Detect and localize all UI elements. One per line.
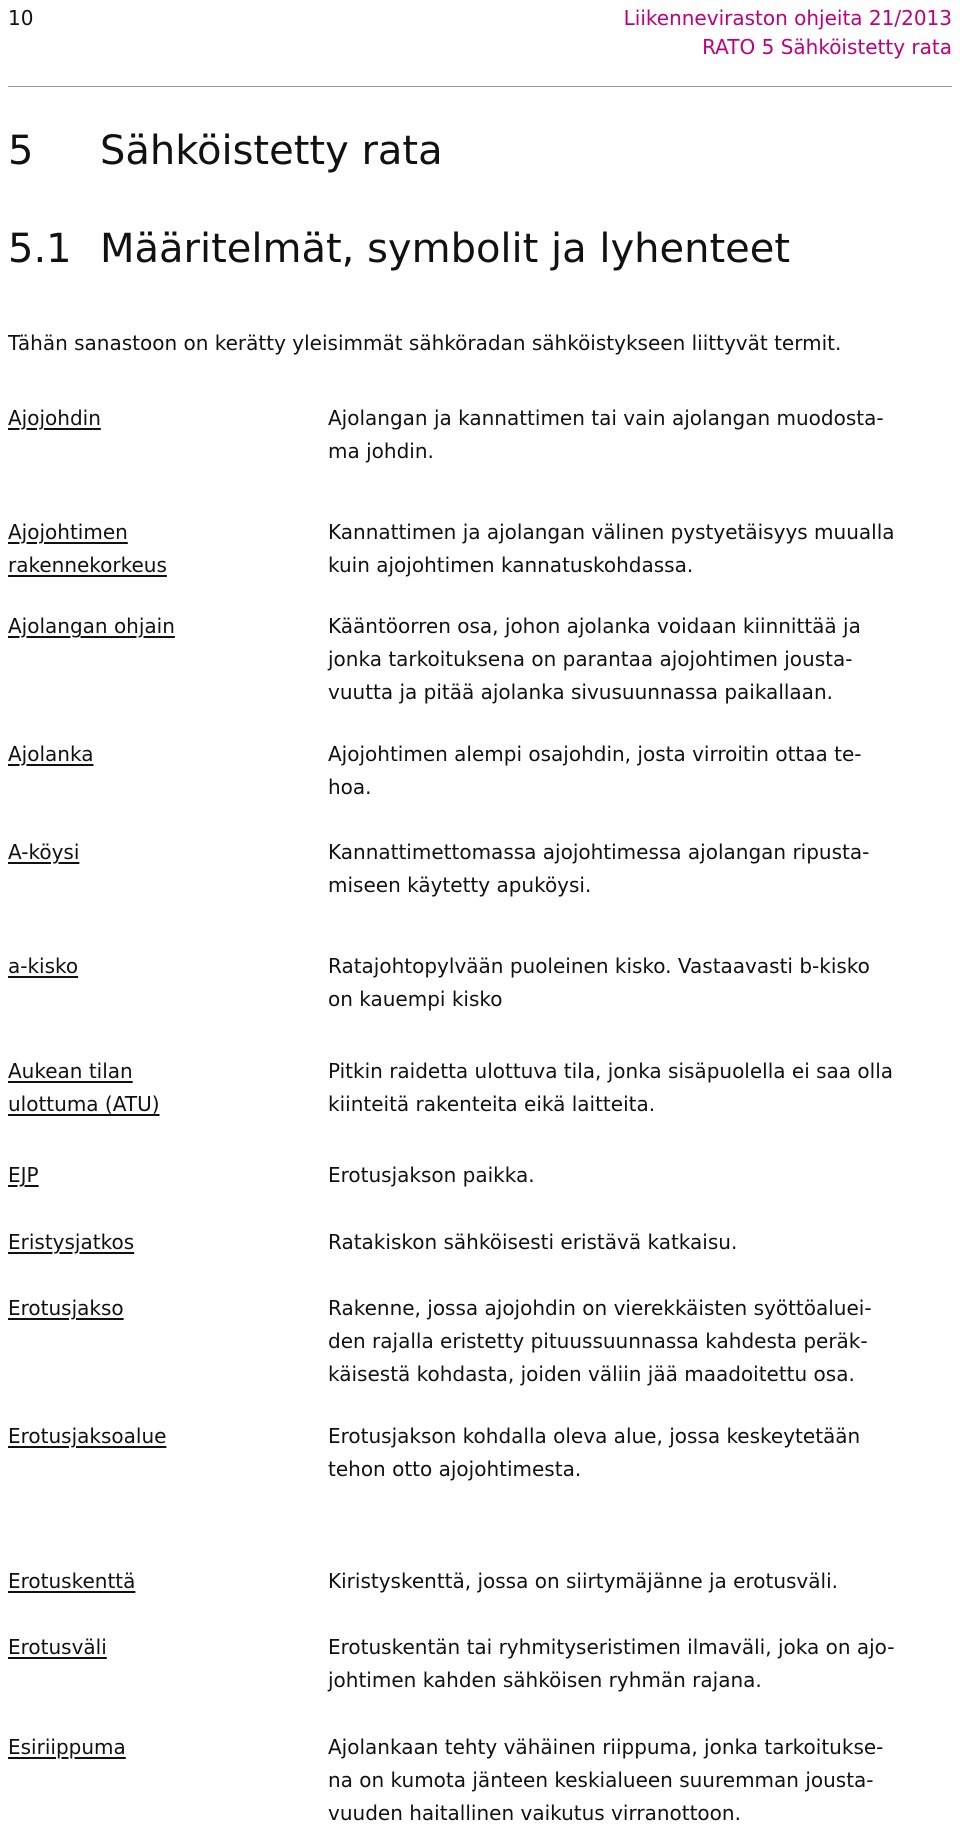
- heading-chapter: [8, 126, 443, 176]
- term-definition: Ajolangan ja kannattimen tai vain ajolangan muodosta- ma johdin.: [328, 406, 884, 463]
- heading-chapter-number: 5: [8, 128, 34, 174]
- heading-section-title: Määritelmät, symbolit ja lyhenteet: [100, 226, 791, 272]
- term-link[interactable]: a-kisko: [8, 954, 79, 978]
- term-definition: Kiristyskenttä, jossa on siirtymäjänne ja erotusväli.: [328, 1569, 838, 1593]
- term-definition: Ajojohtimen alempi osajohdin, josta virroitin ottaa te- hoa.: [328, 742, 862, 799]
- heading-section: [8, 224, 790, 274]
- term-link[interactable]: Ajojohdin: [8, 406, 101, 430]
- header-chapter: RATO 5 Sähköistetty rata: [702, 35, 952, 59]
- term-link[interactable]: Aukean tilan ulottuma (ATU): [8, 1059, 160, 1116]
- term-link[interactable]: A-köysi: [8, 840, 80, 864]
- term-definition: Erotusjakson paikka.: [328, 1163, 535, 1187]
- term-definition: Kääntöorren osa, johon ajolanka voidaan kiinnittää ja jonka tarkoituksena on parantaa ajojohtimen jousta- vuutta ja pitää ajolanka sivusuunnassa paikallaan.: [328, 614, 861, 704]
- term-link[interactable]: EJP: [8, 1163, 39, 1187]
- header-divider: [8, 86, 952, 87]
- term-link[interactable]: Ajolanka: [8, 742, 94, 766]
- term-definition: Erotusjakson kohdalla oleva alue, jossa keskeytetään tehon otto ajojohtimesta.: [328, 1424, 861, 1481]
- term-definition: Ajolankaan tehty vähäinen riippuma, jonka tarkoitukse- na on kumota jänteen keskialueen suuremman jousta- vuuden haitallinen vaikutus virranottoon.: [328, 1735, 884, 1825]
- intro-paragraph: Tähän sanastoon on kerätty yleisimmät sähköradan sähköistykseen liittyvät termit.: [8, 331, 842, 355]
- page-number: 10: [8, 6, 34, 30]
- heading-chapter-title: Sähköistetty rata: [100, 128, 443, 174]
- term-link[interactable]: Esiriippuma: [8, 1735, 126, 1759]
- term-definition: Ratajohtopylvään puoleinen kisko. Vastaavasti b-kisko on kauempi kisko: [328, 954, 870, 1011]
- header-series: Liikenneviraston ohjeita 21/2013: [623, 6, 952, 30]
- term-definition: Kannattimen ja ajolangan välinen pystyetäisyys muualla kuin ajojohtimen kannatuskohdassa.: [328, 520, 895, 577]
- term-link[interactable]: Eristysjatkos: [8, 1230, 135, 1254]
- term-definition: Ratakiskon sähköisesti eristävä katkaisu.: [328, 1230, 738, 1254]
- term-link[interactable]: Erotuskenttä: [8, 1569, 136, 1593]
- term-definition: Pitkin raidetta ulottuva tila, jonka sisäpuolella ei saa olla kiinteitä rakenteita eikä laitteita.: [328, 1059, 893, 1116]
- term-link[interactable]: Ajojohtimen rakennekorkeus: [8, 520, 167, 577]
- running-header: [624, 4, 952, 62]
- term-definition: Kannattimettomassa ajojohtimessa ajolangan ripusta- miseen käytetty apuköysi.: [328, 840, 870, 897]
- heading-section-number: 5.1: [8, 226, 72, 272]
- term-link[interactable]: Erotusväli: [8, 1635, 107, 1659]
- term-link[interactable]: Erotusjaksoalue: [8, 1424, 167, 1448]
- term-link[interactable]: Ajolangan ohjain: [8, 614, 175, 638]
- term-definition: Erotuskentän tai ryhmityseristimen ilmaväli, joka on ajo- johtimen kahden sähköisen ryhmän rajana.: [328, 1635, 895, 1692]
- term-link[interactable]: Erotusjakso: [8, 1296, 124, 1320]
- term-definition: Rakenne, jossa ajojohdin on vierekkäisten syöttöaluei- den rajalla eristetty pituussuunnassa kahdesta peräk- käisestä kohdasta, joiden väliin jää maadoitettu osa.: [328, 1296, 872, 1386]
